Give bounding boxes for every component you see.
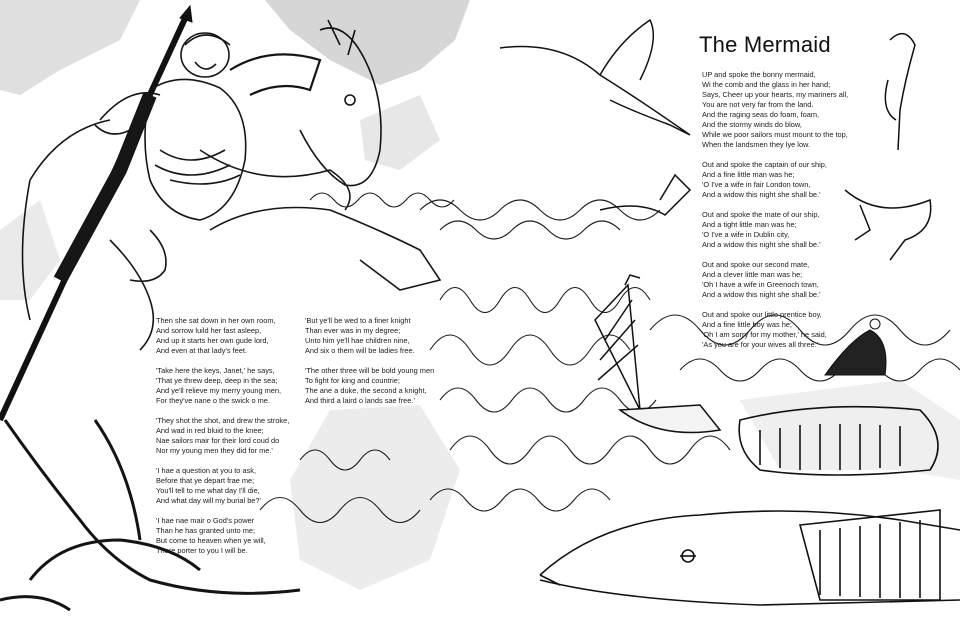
poem-line: Out and spoke the mate of our ship, [702, 210, 820, 219]
poem-line: There porter to you I will be. [156, 546, 248, 555]
poem-line: And up it starts her own gude lord, [156, 336, 269, 345]
poem-line: 'Take here the keys, Janet,' he says, [156, 366, 275, 375]
poem-line: Nor my young men they did for me.' [156, 446, 273, 455]
poem-line: For they've nane o the swick o me. [156, 396, 270, 405]
poem-line: To fight for king and countrie; [305, 376, 400, 385]
poem-line: And a fine little man was he; [702, 170, 795, 179]
poem-line: Than ever was in my degree; [305, 326, 401, 335]
poem-line: Then she sat down in her own room, [156, 316, 276, 325]
poem-line: UP and spoke the bonny mermaid, [702, 70, 816, 79]
poem-line: And a clever little man was he; [702, 270, 803, 279]
poem-line: And a widow this night she shall be.' [702, 190, 821, 199]
poem-line: Out and spoke the captain of our ship, [702, 160, 827, 169]
poem-line: 'O I've a wife in Dublin city, [702, 230, 790, 239]
knight-figure [95, 33, 246, 281]
poem-line: And wad in red bluid to the knee; [156, 426, 264, 435]
poem-line: 'But ye'll be wed to a finer knight [305, 316, 411, 325]
stanza [702, 260, 848, 300]
poem-column-right [702, 70, 848, 360]
stanza [702, 70, 848, 150]
poem-line: And the stormy winds do blow, [702, 120, 802, 129]
poem-line: The ane a duke, the second a knight, [305, 386, 427, 395]
poem-line: And even at that lady's feet. [156, 346, 247, 355]
stanza [156, 416, 289, 456]
stanza [305, 366, 434, 406]
poem-line: And third a laird o lands sae free.' [305, 396, 415, 405]
poem-line: 'They shot the shot, and drew the stroke, [156, 416, 290, 425]
poem-line: Than he has granted unto me; [156, 526, 256, 535]
stanza [702, 160, 848, 200]
poem-line: You'll tell to me what day I'll die, [156, 486, 260, 495]
poem-line: Says, Cheer up your hearts, my mariners all, [702, 90, 849, 99]
poem-line: And a widow this night she shall be.' [702, 240, 821, 249]
stanza [156, 466, 289, 506]
poem-line: And a tight little man was he; [702, 220, 797, 229]
poem-line: Out and spoke our little prentice boy, [702, 310, 822, 319]
poem-line: And the raging seas do foam, foam, [702, 110, 820, 119]
poem-line: Unto him ye'll hae children nine, [305, 336, 410, 345]
poem-line: Wi the comb and the glass in her hand; [702, 80, 831, 89]
stanza [156, 316, 289, 356]
poem-line: Before that ye depart frae me; [156, 476, 255, 485]
poem-line: And six o them will be ladies free. [305, 346, 415, 355]
poem-title: The Mermaid [699, 32, 831, 57]
stanza [156, 366, 289, 406]
poem-line: And a fine little boy was he; [702, 320, 792, 329]
poem-line: 'The other three will be bold young men [305, 366, 435, 375]
stanza [702, 210, 848, 250]
poem-line: 'Oh I am sorry for my mother,' he said, [702, 330, 827, 339]
poem-line: And a widow this night she shall be.' [702, 290, 821, 299]
stanza [702, 310, 848, 350]
poem-line: 'As you are for your wives all three.' [702, 340, 819, 349]
poem-line: And ye'll relieve my merry young men, [156, 386, 282, 395]
poem-line: While we poor sailors must mount to the top, [702, 130, 848, 139]
stanza [156, 516, 289, 556]
poem-line: And sorrow luild her fast asleep, [156, 326, 262, 335]
poem-line: Nae sailors mair for their lord coud do [156, 436, 280, 445]
poem-line: 'Oh I have a wife in Greenoch town, [702, 280, 819, 289]
poem-line: 'I hae a question at you to ask, [156, 466, 257, 475]
stanza [305, 316, 434, 356]
poem-column-left [156, 316, 289, 566]
poem-line: When the landsmen they lye low. [702, 140, 811, 149]
poem-line: But come to heaven when ye will, [156, 536, 266, 545]
poem-line: You are not very far from the land. [702, 100, 814, 109]
poem-column-middle [305, 316, 434, 416]
poem-line: 'O I've a wife in fair London town, [702, 180, 811, 189]
poem-line: 'I hae nae mair o God's power [156, 516, 255, 525]
poem-line: 'That ye threw deep, deep in the sea; [156, 376, 278, 385]
poem-line: Out and spoke our second mate, [702, 260, 810, 269]
poem-line: And what day will my burial be?' [156, 496, 261, 505]
